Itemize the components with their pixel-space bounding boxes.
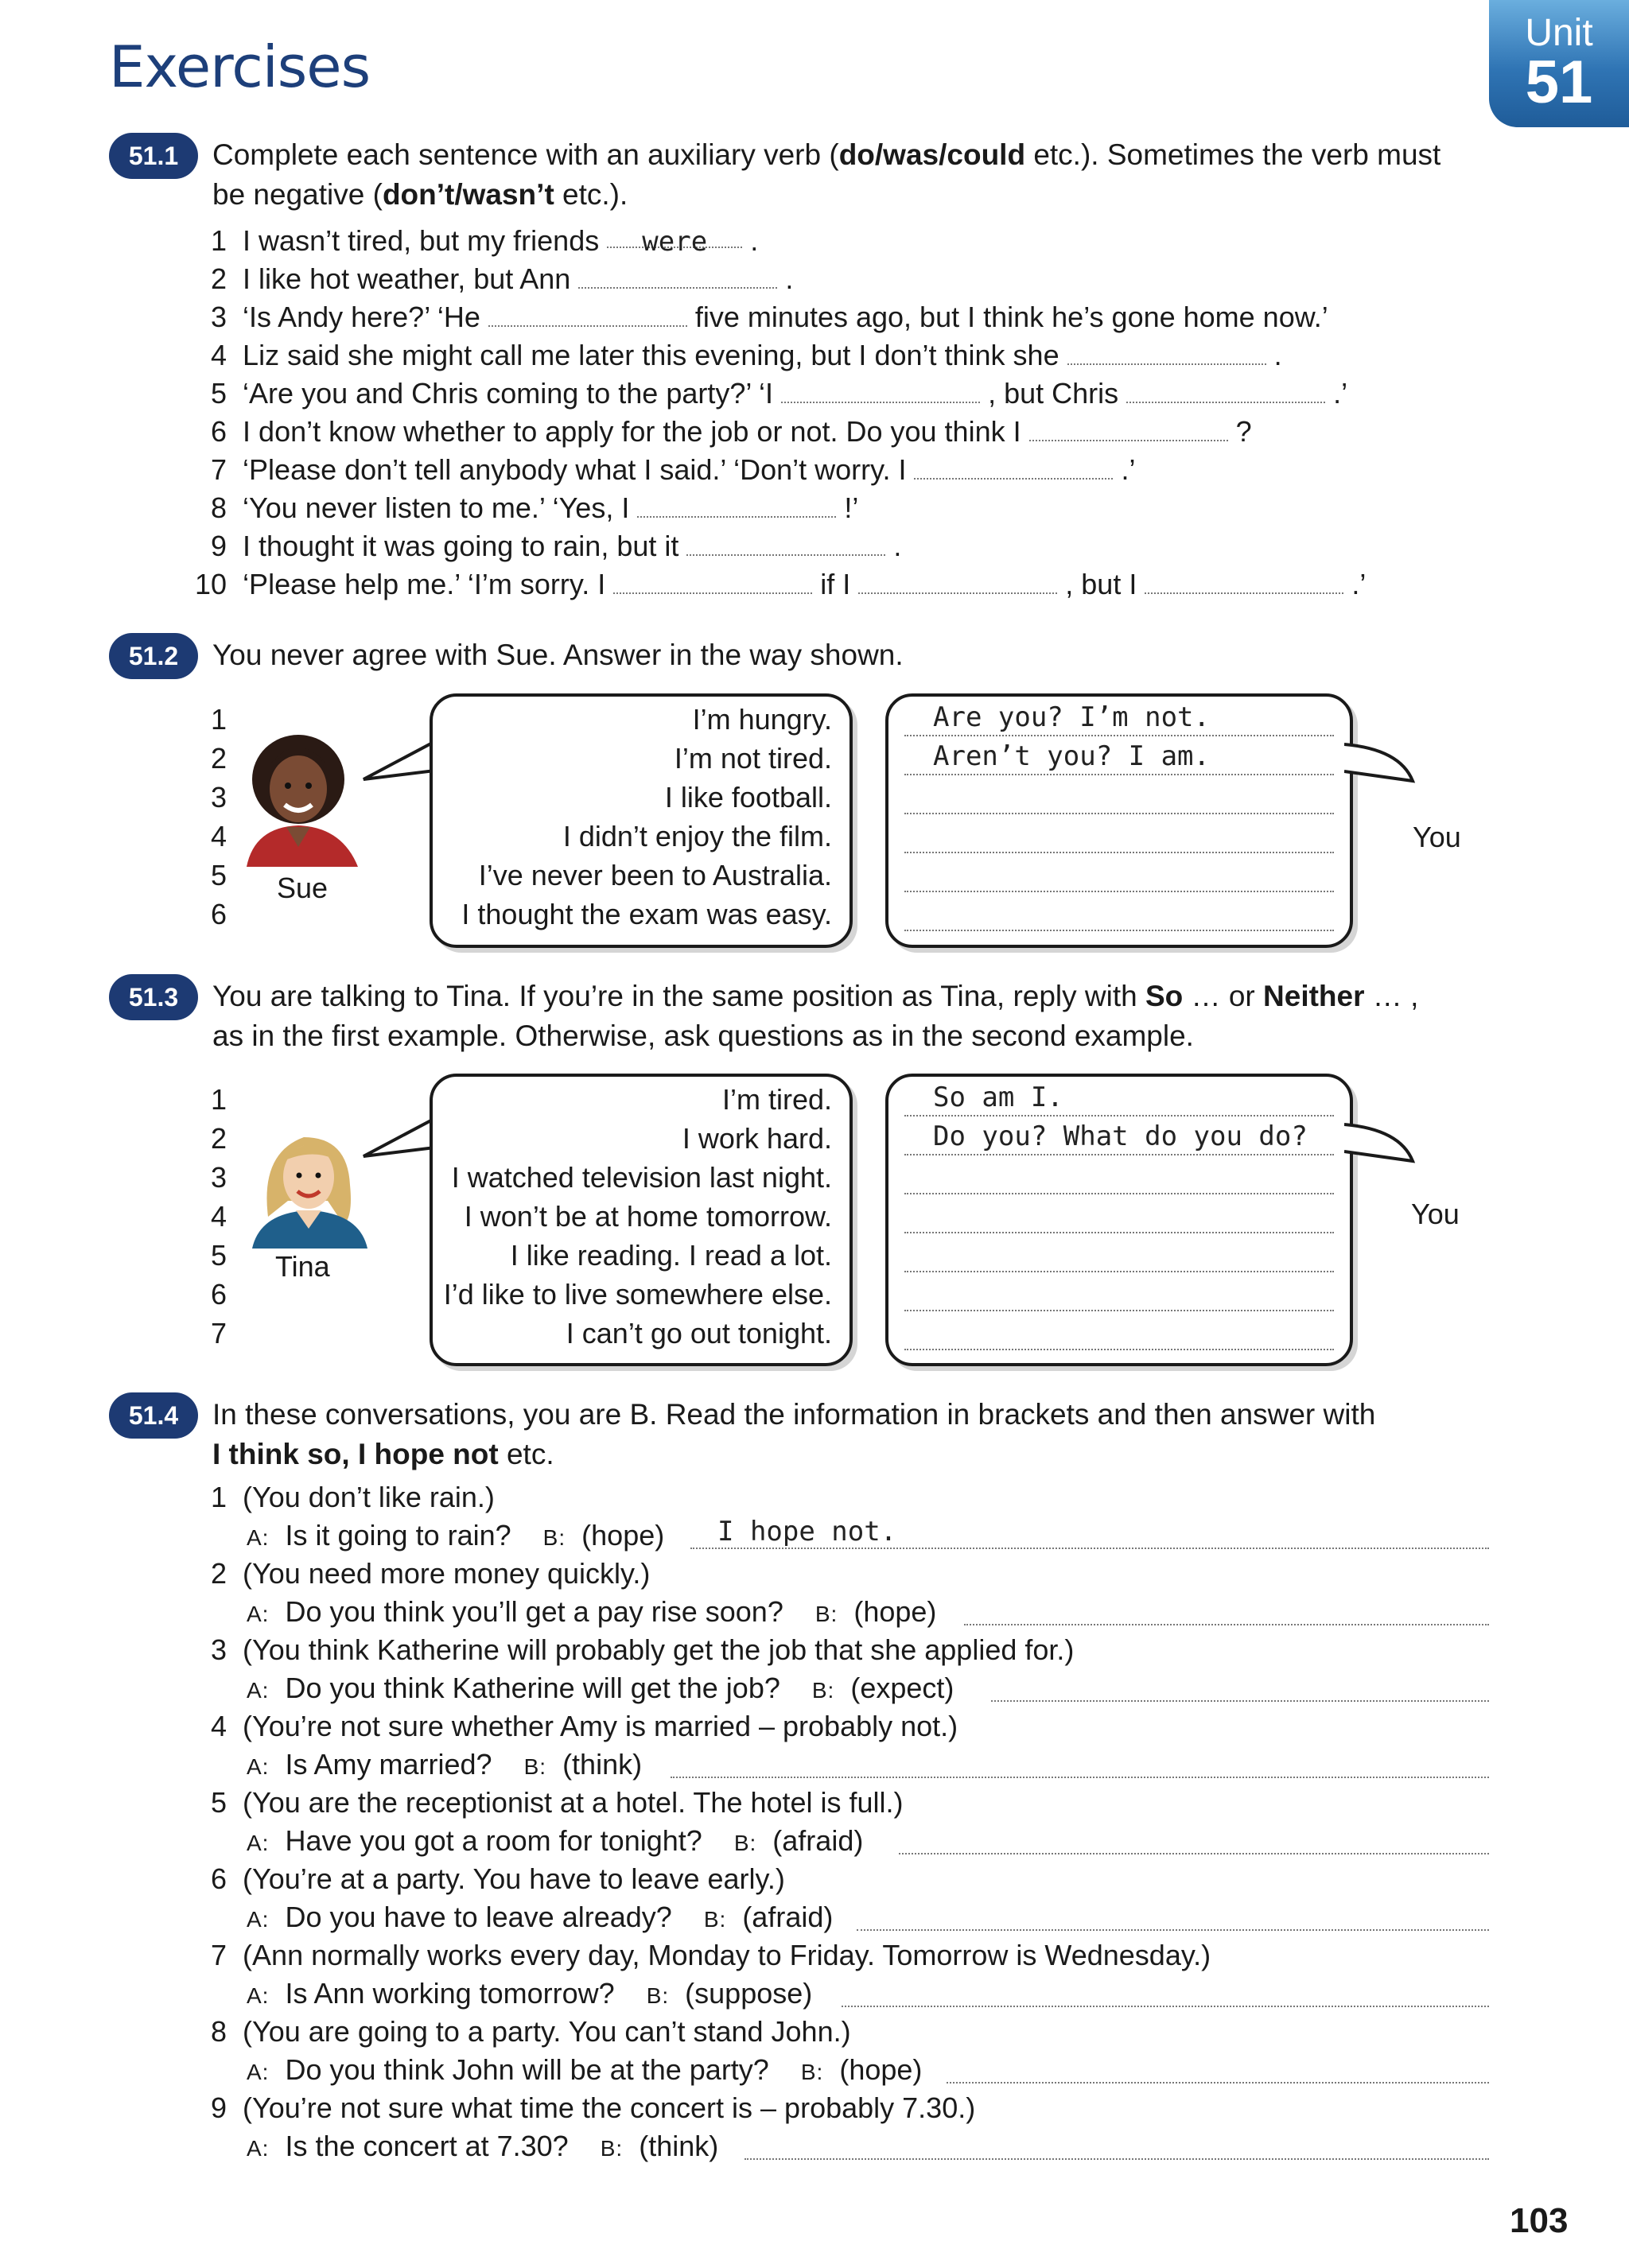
item-number: 4 [211,339,227,371]
sue-speech-bubble [430,693,853,948]
item-number: 7 [211,453,227,486]
prompt-verb: (hope) [853,1595,937,1628]
item-number: 8 [211,2015,227,2048]
question: Do you have to leave already? [285,1901,672,1933]
item-text: ‘Please help me.’ ‘I’m sorry. I [243,568,606,600]
speech-line: I didn’t enjoy the film. [562,820,832,852]
item-text: I like hot weather, but Ann [243,262,571,295]
item-number: 7 [211,1939,227,1971]
answer-line[interactable] [904,1115,1334,1117]
handwritten-answer: So am I. [933,1082,1063,1113]
exercise-badge-51-3: 51.3 [109,974,198,1020]
item-number: 2 [211,1122,227,1155]
list-item [211,262,793,296]
item-number: 5 [211,859,227,891]
page-title: Exercises [109,33,371,100]
exercise-badge-51-1: 51.1 [109,133,198,179]
item-number: 8 [211,491,227,524]
prompt-verb: (hope) [581,1519,665,1551]
item-text: .’ [1351,568,1367,600]
item-number: 6 [211,1862,227,1895]
item-context: (You’re at a party. You have to leave early.) [243,1862,785,1895]
context-line [211,1557,650,1590]
item-number: 2 [211,1557,227,1590]
speaker-b: B: [811,1678,835,1703]
item-number: 5 [211,377,227,410]
answer-bubble [885,693,1353,948]
speech-line: I’ve never been to Australia. [478,859,832,891]
prompt-verb: (hope) [839,2053,923,2086]
sue-label: Sue [277,872,329,904]
speech-line: I watched television last night. [451,1161,832,1194]
answer-blank[interactable] [686,532,885,556]
item-context: (You don’t like rain.) [243,1481,495,1513]
item-text: . [893,530,902,562]
speech-line: I’m tired. [721,1083,832,1116]
unit-number: 51 [1525,49,1593,116]
context-line [211,2091,975,2125]
instruction-text: be negative ( [212,178,383,211]
answer-line[interactable] [857,1928,1489,1931]
speaker-b: B: [600,2136,624,2161]
item-text: if I [820,568,851,600]
item-number: 2 [211,742,227,775]
item-number: 9 [211,2091,227,2124]
instruction-text: … or [1183,980,1264,1012]
item-number: 1 [211,703,227,736]
item-text: .’ [1121,453,1136,486]
item-number: 1 [211,1083,227,1116]
answer-blank[interactable] [781,379,980,403]
speaker-a: A: [247,1831,270,1855]
speaker-a: A: [247,1678,270,1703]
answer-line[interactable] [904,1349,1334,1350]
speaker-b: B: [814,1602,838,1626]
item-number: 4 [211,1710,227,1742]
answer-blank[interactable] [1029,417,1228,441]
answer-line[interactable] [947,2080,1489,2084]
speaker-a: A: [247,2060,270,2084]
speaker-b: B: [646,1983,670,2008]
exercise-instruction-51-4 [212,1395,1485,1474]
answer-line[interactable] [745,2157,1489,2160]
list-item [211,301,1328,334]
item-context: (You are the receptionist at a hotel. The hotel is full.) [243,1786,904,1819]
answer-blank[interactable] [1067,341,1266,365]
list-item [211,530,901,563]
tina-label: Tina [275,1250,330,1283]
page-number: 103 [1510,2201,1569,2240]
handwritten-answer: I hope not. [717,1516,897,1548]
speaker-a: A: [247,1525,270,1550]
exercise-instruction-51-3 [212,977,1485,1056]
instruction-text: etc. [498,1438,554,1470]
question: Do you think John will be at the party? [285,2053,769,2086]
item-text: , but I [1065,568,1137,600]
answer-line[interactable] [904,1154,1334,1155]
dialogue-line [247,1977,812,2010]
question: Is Amy married? [285,1748,492,1781]
speech-line: I work hard. [682,1122,832,1155]
item-number: 9 [211,530,227,562]
dialogue-line [247,2130,718,2163]
context-line [211,1786,904,1819]
speech-line: I can’t go out tonight. [566,1317,832,1350]
handwritten-answer: Aren’t you? I am. [933,740,1210,772]
speech-line: I’m hungry. [692,703,832,736]
list-item [211,453,1135,487]
item-number: 2 [211,262,227,295]
speech-line: I thought the exam was easy. [461,898,832,930]
answer-blank[interactable] [488,303,687,327]
prompt-verb: (afraid) [742,1901,834,1933]
answer-blank[interactable] [607,224,742,258]
list-item [211,415,1252,449]
context-line [211,1862,785,1896]
answer-line[interactable] [904,1193,1334,1194]
item-text: ‘Please don’t tell anybody what I said.’ ‘Don’t worry. I [243,453,907,486]
exercise-instruction-51-2: You never agree with Sue. Answer in the way shown. [212,639,904,671]
dialogue-line [247,1595,936,1629]
instruction-text: In these conversations, you are B. Read the information in brackets and then answer with [212,1398,1376,1431]
item-number: 5 [211,1239,227,1272]
answer-line[interactable] [904,1232,1334,1233]
item-number: 6 [211,1278,227,1311]
item-text: ? [1235,415,1252,448]
instruction-text: etc.). [554,178,628,211]
item-number: 6 [211,898,227,930]
you-label: You [1411,1198,1460,1230]
item-text: .’ [1333,377,1348,410]
item-number: 3 [211,1161,227,1194]
unit-label: Unit [1525,12,1593,54]
speaker-b: B: [800,2060,824,2084]
dialogue-line [247,1519,664,1552]
item-context: (You are going to a party. You can’t stand John.) [243,2015,851,2048]
answer-line[interactable] [964,1622,1489,1625]
speaker-a: A: [247,1602,270,1626]
item-text: five minutes ago, but I think he’s gone home now.’ [694,301,1328,333]
speech-line: I’d like to live somewhere else. [443,1278,832,1311]
list-item [195,568,1366,601]
item-text: . [750,224,759,257]
answer-line[interactable] [904,891,1334,892]
speaker-a: A: [247,1983,270,2008]
exercise-instruction-51-1 [212,135,1485,215]
speaker-b: B: [733,1831,757,1855]
speaker-b: B: [523,1754,547,1779]
item-number: 1 [211,224,227,257]
answer-blank[interactable] [914,456,1113,480]
answer-blank[interactable] [1145,570,1343,594]
item-text: . [1273,339,1282,371]
question: Do you think Katherine will get the job? [285,1672,780,1704]
speaker-b: B: [542,1525,566,1550]
dialogue-line [247,1824,863,1858]
answer-line[interactable] [904,1271,1334,1272]
answer-line[interactable] [904,774,1334,775]
instruction-text: as in the first example. Otherwise, ask questions as in the second example. [212,1019,1194,1052]
dialogue-line [247,1672,954,1705]
context-line [211,1633,1074,1667]
item-text: . [785,262,794,295]
speaker-a: A: [247,1754,270,1779]
answer-bubble-tail [1344,741,1416,786]
context-line [211,1481,495,1514]
you-label: You [1413,821,1461,853]
sue-portrait [239,732,374,867]
question: Is the concert at 7.30? [285,2130,569,2162]
answer-line[interactable] [899,1851,1489,1854]
prompt-verb: (expect) [850,1672,954,1704]
item-context: (You think Katherine will probably get the job that she applied for.) [243,1633,1075,1666]
item-text: I don’t know whether to apply for the job or not. Do you think I [243,415,1021,448]
answer-line[interactable] [904,930,1334,931]
item-number: 3 [211,781,227,814]
item-text: ‘You never listen to me.’ ‘Yes, I [243,491,630,524]
instruction-text: Complete each sentence with an auxiliary verb ( [212,138,839,171]
speech-line: I’m not tired. [674,742,832,775]
item-context: (You’re not sure what time the concert is – probably 7.30.) [243,2091,976,2124]
handwritten-answer: Do you? What do you do? [933,1120,1308,1152]
item-text: , but Chris [988,377,1119,410]
item-text: I wasn’t tired, but my friends [243,224,600,257]
instruction-text: You are talking to Tina. If you’re in the same position as Tina, reply with [212,980,1145,1012]
context-line [211,2015,851,2049]
prompt-verb: (think) [639,2130,719,2162]
exercise-badge-51-2: 51.2 [109,633,198,679]
instruction-text: etc.). Sometimes the verb must [1025,138,1441,171]
question: Is Ann working tomorrow? [285,1977,615,2010]
item-text: ‘Are you and Chris coming to the party?’ ‘I [243,377,774,410]
question: Do you think you’ll get a pay rise soon? [285,1595,783,1628]
speaker-a: A: [247,1907,270,1932]
speech-line: I like reading. I read a lot. [510,1239,832,1272]
item-number: 5 [211,1786,227,1819]
answer-line[interactable] [671,1775,1489,1778]
list-item [211,339,1282,372]
prompt-verb: (afraid) [772,1824,864,1857]
item-number: 1 [211,1481,227,1513]
dialogue-line [247,1901,833,1934]
prompt-verb: (think) [562,1748,643,1781]
answer-line[interactable] [904,735,1334,736]
answer-blank[interactable] [1126,379,1325,403]
item-number: 10 [195,568,227,600]
answer-blank[interactable] [858,570,1057,594]
context-line [211,1939,1211,1972]
speech-line: I won’t be at home tomorrow. [464,1200,832,1233]
item-number: 6 [211,415,227,448]
question: Have you got a room for tonight? [285,1824,702,1857]
answer-line[interactable] [904,813,1334,814]
answer-line[interactable] [991,1699,1489,1702]
item-number: 3 [211,1633,227,1666]
instruction-bold: So [1145,980,1184,1012]
answer-blank[interactable] [613,570,812,594]
speech-line: I like football. [664,781,832,814]
item-text: !’ [844,491,859,524]
answer-line[interactable] [904,1310,1334,1311]
exercise-badge-51-4: 51.4 [109,1392,198,1439]
item-text: ‘Is Andy here?’ ‘He [243,301,480,333]
unit-tab [1489,0,1629,127]
answer-line[interactable] [842,2004,1489,2007]
question: Is it going to rain? [285,1519,511,1551]
list-item [211,377,1347,410]
dialogue-line [247,2053,922,2087]
instruction-text: … , [1364,980,1419,1012]
item-context: (You’re not sure whether Amy is married – probably not.) [243,1710,958,1742]
tina-portrait [248,1121,375,1249]
answer-bubble [885,1074,1353,1366]
instruction-bold: I think so, I hope not [212,1438,499,1470]
instruction-bold: don’t/wasn’t [382,178,554,211]
dialogue-line [247,1748,642,1781]
item-context: (You need more money quickly.) [243,1557,651,1590]
instruction-bold: Neither [1263,980,1365,1012]
speaker-a: A: [247,2136,270,2161]
item-text: Liz said she might call me later this evening, but I don’t think she [243,339,1059,371]
item-context: (Ann normally works every day, Monday to Friday. Tomorrow is Wednesday.) [243,1939,1211,1971]
answer-blank[interactable] [578,265,777,289]
list-item [211,224,758,258]
handwritten-answer: were [642,226,708,258]
tina-speech-bubble [430,1074,853,1366]
instruction-bold: do/was/could [838,138,1026,171]
prompt-verb: (suppose) [685,1977,813,2010]
context-line [211,1710,958,1743]
item-number: 7 [211,1317,227,1350]
item-number: 4 [211,820,227,852]
answer-line[interactable] [904,852,1334,853]
answer-bubble-tail [1344,1121,1416,1166]
handwritten-answer: Are you? I’m not. [933,701,1210,733]
list-item [211,491,858,525]
speaker-b: B: [703,1907,727,1932]
item-number: 3 [211,301,227,333]
answer-blank[interactable] [637,494,836,518]
item-text: I thought it was going to rain, but it [243,530,679,562]
item-number: 4 [211,1200,227,1233]
